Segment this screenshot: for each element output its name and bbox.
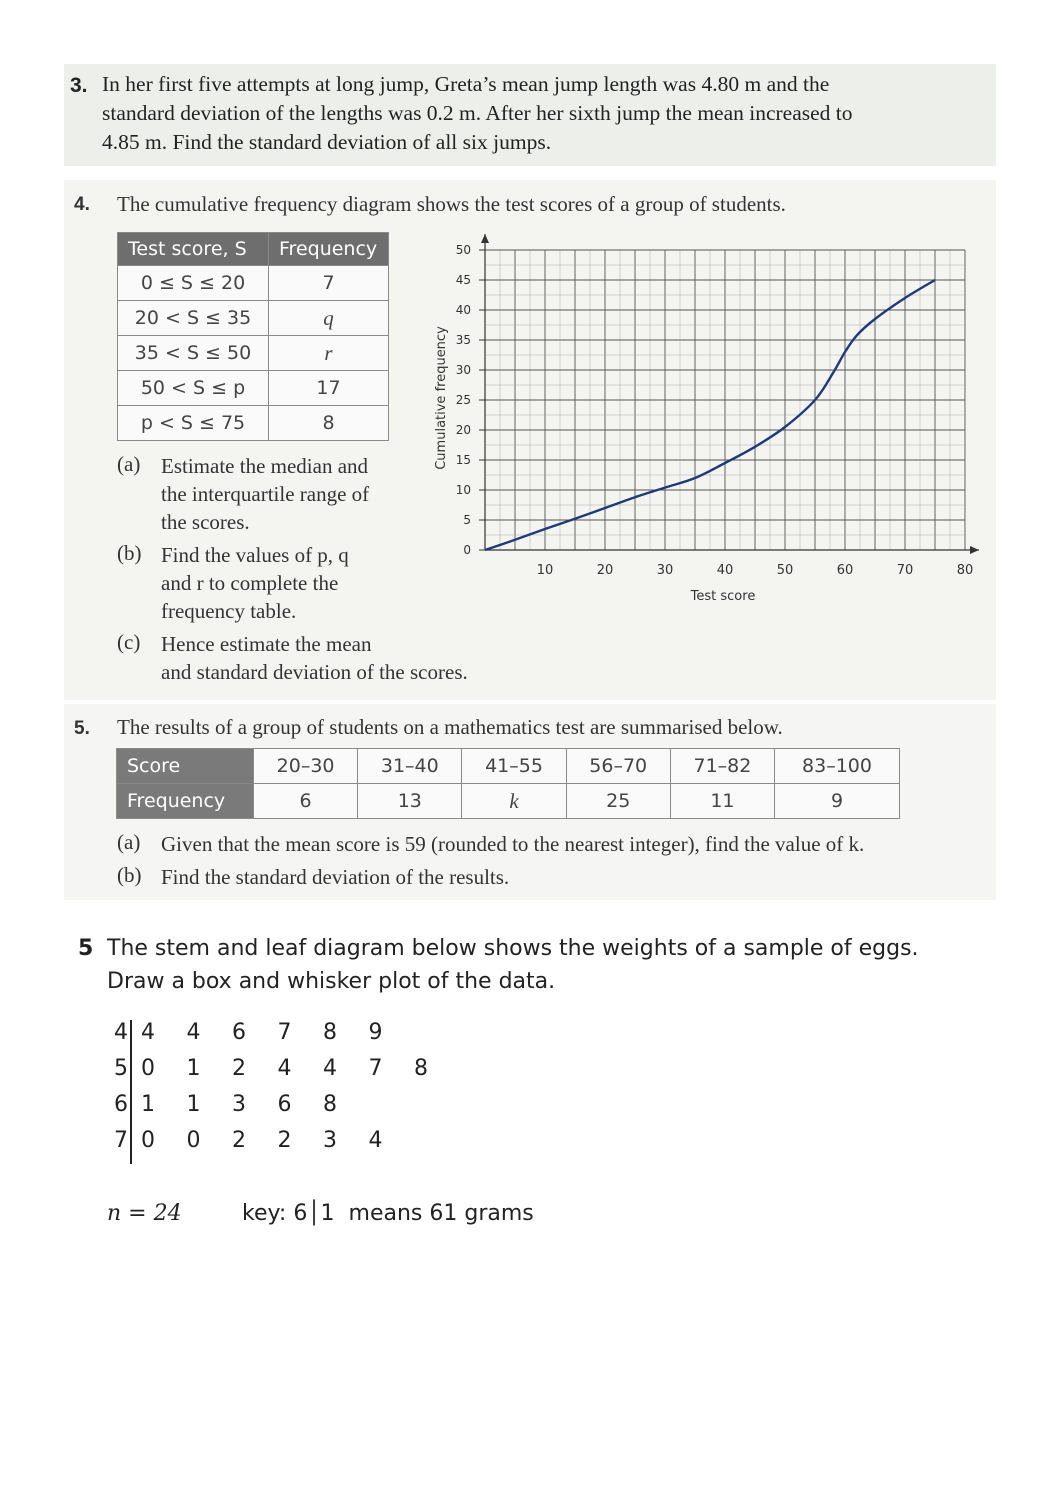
leaf-value: 7	[277, 1020, 292, 1045]
part-label: (a)	[117, 830, 141, 854]
x-tick-label: 20	[596, 563, 614, 578]
leaf-value: 2	[277, 1128, 292, 1153]
x-tick-label: 30	[656, 563, 674, 578]
leaf-value: 3	[323, 1128, 337, 1153]
question-4-intro: The cumulative frequency diagram shows the test scores of a group of students.	[117, 192, 786, 216]
part-text: Find the values of p, q	[161, 543, 349, 567]
y-tick-label: 25	[455, 393, 471, 407]
x-tick-label: 40	[716, 563, 734, 578]
table-cell: 13	[358, 784, 462, 819]
table-row	[117, 784, 900, 819]
table-cell: k	[462, 784, 566, 819]
y-tick-label: 5	[463, 513, 471, 527]
question-4	[64, 180, 996, 700]
leaf-value: 0	[186, 1128, 201, 1153]
leaf-value: 0	[141, 1128, 155, 1153]
row-label-score: Score	[117, 749, 254, 784]
question-3	[64, 64, 996, 166]
row-label-frequency: Frequency	[117, 784, 254, 819]
table-cell: r	[269, 336, 389, 371]
chart-grid	[485, 250, 965, 550]
table-cell: 7	[269, 266, 389, 301]
question-5b-line-1: The stem and leaf diagram below shows the weights of a sample of eggs.	[107, 936, 919, 961]
stem-value: 6	[114, 1092, 128, 1117]
results-table	[116, 748, 900, 819]
y-tick-label: 45	[455, 273, 471, 287]
part-text: Given that the mean score is 59 (rounded to the nearest integer), find the value of k.	[161, 832, 865, 856]
table-cell: 17	[269, 371, 389, 406]
table-cell: 35 < S ≤ 50	[118, 336, 269, 371]
question-5-intro: The results of a group of students on a mathematics test are summarised below.	[117, 715, 783, 739]
table-row	[117, 749, 900, 784]
leaf-value: 8	[323, 1092, 337, 1117]
leaf-value: 9	[368, 1020, 383, 1045]
leaf-value: 6	[232, 1020, 246, 1045]
leaf-value: 8	[323, 1020, 337, 1045]
question-3-number: 3.	[70, 74, 88, 97]
question-5-results	[64, 704, 996, 900]
chart-axes	[481, 234, 979, 554]
leaf-value: 1	[186, 1092, 201, 1117]
leaf-value: 8	[414, 1056, 428, 1081]
table-cell: 11	[670, 784, 774, 819]
part-text: and r to complete the	[161, 571, 339, 595]
table-cell: 25	[566, 784, 670, 819]
y-axis-label: Cumulative frequency	[434, 326, 449, 470]
cumulative-frequency-chart	[429, 228, 989, 618]
question-3-line-1: In her first five attempts at long jump, Greta’s mean jump length was 4.80 m and the	[102, 72, 830, 96]
x-axis-arrow-icon	[970, 546, 979, 554]
question-5b-number: 5	[78, 936, 94, 961]
question-4-number: 4.	[74, 194, 90, 215]
table-header-score: Test score, S	[118, 233, 269, 266]
table-row	[118, 406, 389, 441]
y-tick-label: 0	[463, 543, 471, 557]
y-axis-arrow-icon	[481, 234, 489, 243]
sample-size: n = 24	[107, 1201, 182, 1226]
part-label: (c)	[117, 630, 141, 654]
leaf-value: 4	[186, 1020, 201, 1045]
x-tick-label: 50	[776, 563, 794, 578]
table-cell: 9	[775, 784, 900, 819]
x-axis-label: Test score	[690, 589, 756, 604]
table-cell: 56–70	[566, 749, 670, 784]
leaf-value: 7	[368, 1056, 383, 1081]
part-label: (b)	[117, 541, 142, 565]
part-text: the scores.	[161, 510, 250, 534]
table-cell: 83–100	[775, 749, 900, 784]
table-row	[118, 371, 389, 406]
table-cell: 71–82	[670, 749, 774, 784]
table-cell: 41–55	[462, 749, 566, 784]
part-text: frequency table.	[161, 599, 297, 623]
leaf-value: 4	[141, 1020, 155, 1045]
leaf-value: 4	[323, 1056, 337, 1081]
frequency-table	[117, 232, 389, 441]
stem-value: 5	[114, 1056, 128, 1081]
x-tick-label: 70	[896, 563, 914, 578]
leaf-value: 2	[232, 1056, 246, 1081]
y-tick-label: 15	[455, 453, 471, 467]
part-label: (b)	[117, 863, 142, 887]
leaf-value: 6	[277, 1092, 292, 1117]
table-row	[118, 301, 389, 336]
question-3-line-2: standard deviation of the lengths was 0.2 m. After her sixth jump the mean increased to	[102, 101, 853, 125]
table-cell: 6	[254, 784, 358, 819]
leaf-value: 1	[186, 1056, 201, 1081]
part-text: Estimate the median and	[161, 454, 369, 478]
table-cell: 50 < S ≤ p	[118, 371, 269, 406]
leaf-value: 2	[232, 1128, 246, 1153]
stem-divider	[130, 1020, 132, 1164]
part-text: and standard deviation of the scores.	[161, 660, 468, 684]
stem-value: 4	[114, 1020, 128, 1045]
stem-leaf-key: key: 6│1 means 61 grams	[242, 1201, 534, 1226]
leaf-value: 3	[232, 1092, 246, 1117]
leaf-value: 1	[141, 1092, 155, 1117]
y-tick-label: 35	[455, 333, 471, 347]
y-tick-label: 30	[455, 363, 471, 377]
question-5-number: 5.	[74, 718, 90, 739]
table-header-frequency: Frequency	[269, 233, 389, 266]
part-label: (a)	[117, 452, 141, 476]
part-text: Hence estimate the mean	[161, 632, 372, 656]
table-cell: 8	[269, 406, 389, 441]
x-tick-label: 60	[836, 563, 854, 578]
leaf-value: 4	[368, 1128, 383, 1153]
leaf-value: 4	[277, 1056, 292, 1081]
question-5b-line-2: Draw a box and whisker plot of the data.	[107, 969, 556, 994]
chart-tick-labels	[456, 243, 974, 578]
y-tick-label: 40	[455, 303, 471, 317]
part-text: Find the standard deviation of the results.	[161, 865, 510, 889]
table-cell: 20–30	[254, 749, 358, 784]
table-cell: 20 < S ≤ 35	[118, 301, 269, 336]
y-tick-label: 50	[455, 243, 471, 257]
y-tick-label: 20	[455, 423, 471, 437]
y-tick-label: 10	[455, 483, 471, 497]
x-tick-label: 10	[536, 563, 554, 578]
leaf-value: 0	[141, 1056, 155, 1081]
question-3-line-3: 4.85 m. Find the standard deviation of all six jumps.	[102, 130, 552, 154]
table-cell: 31–40	[358, 749, 462, 784]
table-cell: p < S ≤ 75	[118, 406, 269, 441]
table-cell: q	[269, 301, 389, 336]
table-row	[118, 336, 389, 371]
table-cell: 0 ≤ S ≤ 20	[118, 266, 269, 301]
stem-value: 7	[114, 1128, 128, 1153]
table-row	[118, 266, 389, 301]
x-tick-label: 80	[956, 563, 974, 578]
part-text: the interquartile range of	[161, 482, 370, 506]
